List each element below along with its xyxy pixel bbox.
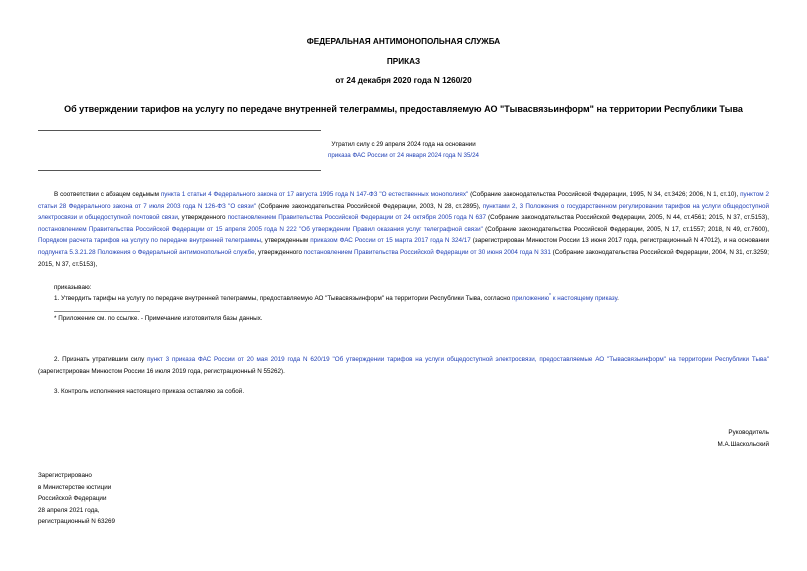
link-decree-222[interactable]: постановлением Правительства Российской Федерации от 15 апреля 2005 года N 222 "Об утверждении Правил оказания услуг телеграфной связи" bbox=[38, 225, 483, 233]
preamble-text: (Собрание законодательства Российской Федерации, 1995, N 34, ст.3426; 2006, N 1, ст.10), bbox=[468, 191, 741, 198]
preamble-text: , утвержденным bbox=[260, 237, 311, 245]
link-regulation-points[interactable]: пунктами 2, 3 Положения о государственном регулировании тарифов на услуги общедоступной электросвязи и общедоступной почтовой связи bbox=[38, 202, 769, 222]
footnote-text: * Приложение см. по ссылке. - Примечание изготовителя базы данных. bbox=[54, 315, 263, 322]
preamble-text: , утвержденного bbox=[177, 214, 228, 222]
preamble-text: , утвержденного bbox=[254, 248, 304, 256]
footnote-marker: * bbox=[549, 293, 551, 299]
signature-block bbox=[718, 427, 769, 450]
registration-line: Российской Федерации bbox=[38, 495, 107, 503]
preamble-text: (Собрание законодательства Российской Федерации, 2004, N 31, ст.3259; 2015, N 37, ст.5153), bbox=[38, 248, 769, 268]
status-note-line2 bbox=[0, 152, 807, 159]
divider-top bbox=[38, 130, 321, 131]
agency-name: ФЕДЕРАЛЬНАЯ АНТИМОНОПОЛЬНАЯ СЛУЖБА bbox=[306, 37, 501, 46]
signature-name: М.А.Шаскольский bbox=[717, 440, 769, 448]
item-1 bbox=[54, 293, 619, 302]
link-this-order[interactable]: к настоящему приказу bbox=[551, 295, 618, 303]
preamble-text: (зарегистрирован Минюстом России 13 июня 2017 года, регистрационный N 47012), и на основании bbox=[470, 237, 769, 245]
registration-line: регистрационный N 63269 bbox=[38, 518, 116, 526]
footnote-divider bbox=[54, 311, 140, 312]
link-fas-regulation[interactable]: подпункта 5.3.21.28 Положения о Федеральной антимонопольной службе bbox=[38, 248, 255, 256]
signature-role: Руководитель bbox=[728, 429, 769, 436]
registration-line: Зарегистрировано bbox=[38, 472, 92, 479]
link-decree-331[interactable]: постановлением Правительства Российской Федерации от 30 июня 2004 года N 331 bbox=[303, 248, 551, 256]
divider-bottom bbox=[38, 170, 321, 171]
doc-type: ПРИКАЗ bbox=[386, 57, 421, 66]
registration-line: в Министерстве юстиции bbox=[38, 483, 112, 491]
doc-date-number: от 24 декабря 2020 года N 1260/20 bbox=[335, 76, 472, 85]
item-1-text: 1. Утвердить тарифы на услугу по передаче внутренней телеграммы, предоставляемую АО "Тывасвязьинформ" на территории Республики Тыва, согласно bbox=[54, 295, 512, 303]
link-order-324[interactable]: приказом ФАС России от 15 марта 2017 года N 324/17 bbox=[310, 237, 471, 245]
link-tariff-procedure[interactable]: Порядком расчета тарифов на услугу по передаче внутренней телеграммы bbox=[38, 237, 261, 245]
registration-line: 28 апреля 2021 года, bbox=[38, 506, 100, 514]
link-law-126[interactable]: пунктом 2 статьи 28 Федерального закона от 7 июля 2003 года N 126-ФЗ "О связи" bbox=[38, 191, 769, 210]
preamble-text: (Собрание законодательства Российской Федерации, 2003, N 28, ст.2895), bbox=[256, 202, 483, 210]
item-1-end: . bbox=[617, 295, 619, 303]
preamble-text: В соответствии с абзацем седьмым bbox=[54, 191, 161, 198]
registration-block bbox=[38, 470, 115, 528]
preamble-paragraph bbox=[38, 189, 769, 270]
link-decree-637[interactable]: постановлением Правительства Российской Федерации от 24 октября 2005 года N 637 bbox=[227, 214, 486, 222]
status-note-link[interactable]: приказа ФАС России от 24 января 2024 года N 35/24 bbox=[328, 152, 479, 159]
item-3: 3. Контроль исполнения настоящего приказа оставляю за собой. bbox=[54, 388, 245, 395]
link-law-147[interactable]: пункта 1 статьи 4 Федерального закона от 17 августа 1995 года N 147-ФЗ "О естественных монополиях" bbox=[160, 191, 469, 198]
preamble-text: (Собрание законодательства Российской Федерации, 2005, N 44, ст.4561; 2015, N 37, ст.5153), bbox=[485, 214, 769, 222]
doc-title: Об утверждении тарифов на услугу по передаче внутренней телеграммы, предоставляемую АО "Тывасвязьинформ" на территории Республики Тыва bbox=[64, 104, 743, 114]
item-2 bbox=[38, 354, 769, 377]
link-appendix[interactable]: приложению bbox=[512, 295, 550, 303]
link-order-620[interactable]: пункт 3 приказа ФАС России от 20 мая 2019 года N 620/19 "Об утверждении тарифов на услуги общедоступной электросвязи, предоставляемые АО "Тывасвязьинформ" на территории Республики Тыва" bbox=[147, 356, 769, 363]
item-2-end: (зарегистрирован Минюстом России 16 июля 2019 года, регистрационный N 55262). bbox=[38, 367, 285, 375]
order-word: приказываю: bbox=[54, 284, 92, 291]
preamble-text: (Собрание законодательства Российской Федерации, 2005, N 17, ст.1557; 2018, N 49, ст.7600), bbox=[482, 225, 769, 233]
item-2-text: 2. Признать утратившим силу bbox=[54, 356, 148, 363]
status-note-line1: Утратил силу с 29 апреля 2024 года на основании bbox=[331, 141, 476, 148]
